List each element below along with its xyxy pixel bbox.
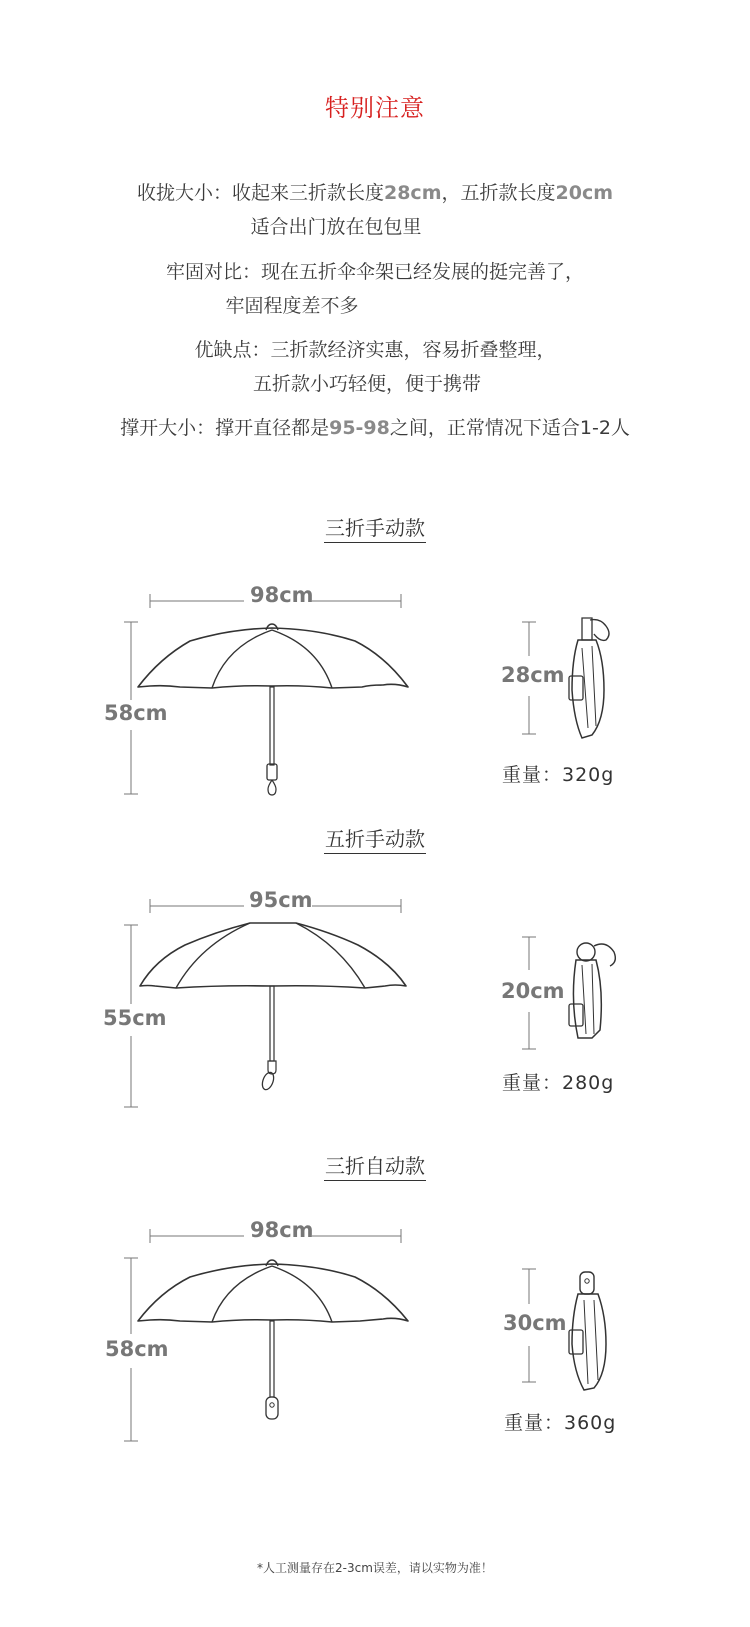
section-title: 三折自动款 [0,1150,750,1179]
note-number: 20cm [555,182,614,204]
section-title: 三折手动款 [0,512,750,541]
note-text: 收拢大小：收起来三折款长度 [136,182,384,204]
weight-label: 重量：360g [504,1412,617,1434]
page-title: 特别注意 [325,94,425,122]
note-text: 撑开大小：撑开直径都是 [120,417,330,439]
diameter-label: 98cm [250,583,314,607]
note-number: 28cm [383,182,442,204]
note-number: 95-98 [329,417,390,439]
height-label: 58cm [104,701,168,725]
height-label: 58cm [105,1337,169,1361]
note-text: 之间，正常情况下适合1-2人 [389,417,630,439]
folded-length-label: 30cm [503,1311,567,1335]
section-title: 五折手动款 [0,823,750,852]
note-text: 牢固对比：现在五折伞伞架已经发展的挺完善了， [165,261,584,283]
diameter-label: 98cm [250,1218,314,1242]
weight-label: 重量：320g [502,764,615,786]
footer-disclaimer: *人工测量存在2-3cm误差，请以实物为准！ [257,1561,493,1575]
note-text: ，五折款长度 [441,182,556,204]
folded-length-label: 28cm [501,663,565,687]
diameter-label: 95cm [249,888,313,912]
weight-label: 重量：280g [502,1072,615,1094]
folded-length-label: 20cm [501,979,565,1003]
note-text: 牢固程度差不多 [225,295,359,317]
note-text: 优缺点：三折款经济实惠，容易折叠整理， [194,339,556,361]
height-label: 55cm [103,1006,167,1030]
note-text: 五折款小巧轻便，便于携带 [252,373,481,395]
note-text: 适合出门放在包包里 [250,216,422,238]
